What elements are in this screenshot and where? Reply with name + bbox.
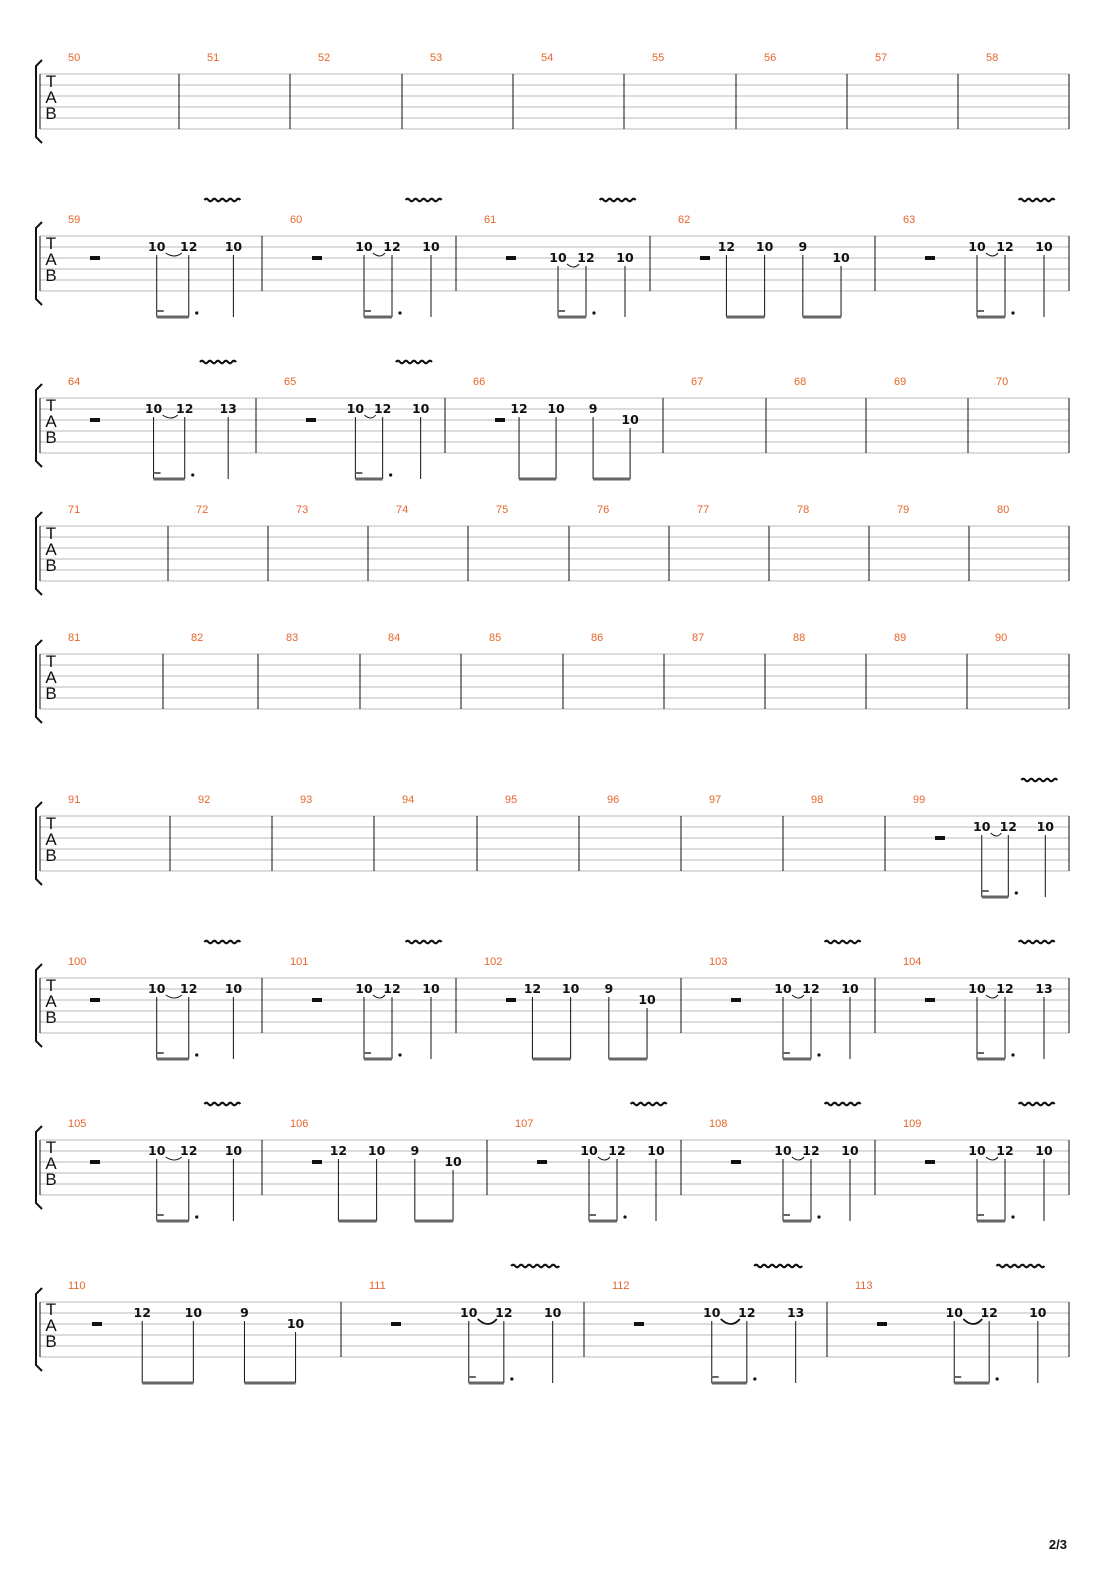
fret-number: 12 xyxy=(996,981,1014,996)
measure-number: 94 xyxy=(402,794,415,806)
rest-icon xyxy=(925,998,935,1002)
measure-number: 107 xyxy=(515,1118,534,1130)
fret-number: 10 xyxy=(973,819,991,834)
system-bracket-icon xyxy=(36,60,42,143)
measure-92 xyxy=(198,794,272,871)
system-bracket-icon xyxy=(36,512,42,595)
measure-90 xyxy=(995,632,1069,709)
vibrato-icon xyxy=(200,361,236,364)
fret-number: 12 xyxy=(738,1305,756,1320)
measure-number: 110 xyxy=(68,1280,86,1292)
rest-icon xyxy=(92,1322,102,1326)
measure-number: 101 xyxy=(290,956,309,968)
measure-number: 74 xyxy=(396,504,409,516)
measure-95 xyxy=(505,794,579,871)
tab-clef-letter: A xyxy=(45,412,57,431)
fret-number: 10 xyxy=(144,401,163,416)
dot-icon xyxy=(510,1377,513,1380)
fret-number: 10 xyxy=(647,1143,665,1158)
dot-icon xyxy=(398,1053,401,1056)
measure-number: 97 xyxy=(709,794,722,806)
tab-clef-letter: B xyxy=(45,428,57,447)
tab-clef-letter: B xyxy=(45,1008,57,1027)
vibrato-icon xyxy=(1021,779,1057,782)
fret-number: 10 xyxy=(968,1143,986,1158)
tab-clef-letter: A xyxy=(45,830,57,849)
measure-number: 81 xyxy=(68,632,81,644)
fret-number: 12 xyxy=(717,239,736,254)
tab-clef-letter: B xyxy=(45,556,57,575)
measure-91 xyxy=(68,794,170,871)
fret-number: 10 xyxy=(832,250,850,265)
measure-87 xyxy=(692,632,765,709)
dot-icon xyxy=(817,1053,820,1056)
measure-number: 109 xyxy=(903,1118,922,1130)
fret-number: 10 xyxy=(184,1305,203,1320)
fret-number: 10 xyxy=(841,1143,859,1158)
fret-number: 12 xyxy=(176,401,194,416)
measure-number: 106 xyxy=(290,1118,309,1130)
fret-number: 12 xyxy=(523,981,542,996)
fret-number: 10 xyxy=(1036,819,1054,834)
tab-clef-letter: A xyxy=(45,668,57,687)
tab-clef-letter: T xyxy=(45,524,57,543)
vibrato-icon xyxy=(825,941,861,944)
dot-icon xyxy=(195,1053,198,1056)
tie-icon xyxy=(963,1319,982,1324)
fret-number: 10 xyxy=(224,981,243,996)
vibrato-icon xyxy=(511,1265,559,1268)
tab-clef-letter: T xyxy=(45,72,57,91)
tab-clef-letter: T xyxy=(45,1300,57,1319)
measure-62 xyxy=(678,214,875,317)
fret-number: 10 xyxy=(148,239,166,254)
vibrato-icon xyxy=(1019,1103,1055,1106)
measure-number: 85 xyxy=(489,632,502,644)
tab-clef-letter: B xyxy=(45,1170,57,1189)
measure-53 xyxy=(430,52,513,129)
fret-number: 10 xyxy=(460,1305,478,1320)
fret-number: 12 xyxy=(180,239,198,254)
measure-number: 103 xyxy=(709,956,728,968)
measure-number: 56 xyxy=(764,52,777,64)
rest-icon xyxy=(312,1160,322,1164)
fret-number: 10 xyxy=(547,401,565,416)
rest-icon xyxy=(495,418,505,422)
dot-icon xyxy=(195,311,198,314)
measure-80 xyxy=(997,504,1069,581)
measure-number: 57 xyxy=(875,52,888,64)
measure-93 xyxy=(300,794,374,871)
fret-number: 10 xyxy=(580,1143,598,1158)
tab-clef-letter: A xyxy=(45,992,57,1011)
tab-clef-letter: B xyxy=(45,846,57,865)
rest-icon xyxy=(925,1160,935,1164)
vibrato-icon xyxy=(996,1265,1044,1268)
fret-number: 10 xyxy=(549,250,567,265)
measure-number: 73 xyxy=(296,504,309,516)
tab-clef-letter: B xyxy=(45,684,57,703)
measure-56 xyxy=(764,52,847,129)
dot-icon xyxy=(191,473,194,476)
tab-clef-letter: A xyxy=(45,250,57,269)
measure-number: 68 xyxy=(794,376,807,388)
measure-number: 80 xyxy=(997,504,1010,516)
tab-clef-letter: T xyxy=(45,1138,57,1157)
rest-icon xyxy=(537,1160,547,1164)
fret-number: 10 xyxy=(444,1154,462,1169)
rest-icon xyxy=(634,1322,644,1326)
tab-system xyxy=(36,199,1069,317)
tab-system xyxy=(36,1103,1069,1221)
tab-clef-letter: B xyxy=(45,266,57,285)
vibrato-icon xyxy=(396,361,432,364)
measure-number: 95 xyxy=(505,794,518,806)
vibrato-icon xyxy=(825,1103,861,1106)
measure-number: 53 xyxy=(430,52,443,64)
measure-number: 98 xyxy=(811,794,824,806)
fret-number: 10 xyxy=(346,401,365,416)
measure-number: 87 xyxy=(692,632,705,644)
dot-icon xyxy=(1011,1053,1014,1056)
vibrato-icon xyxy=(1019,941,1055,944)
rest-icon xyxy=(700,256,710,260)
measure-number: 67 xyxy=(691,376,704,388)
measure-number: 111 xyxy=(369,1280,386,1292)
fret-number: 10 xyxy=(841,981,859,996)
system-bracket-icon xyxy=(36,802,42,885)
fret-number: 12 xyxy=(802,1143,820,1158)
fret-number: 10 xyxy=(968,981,986,996)
fret-number: 10 xyxy=(411,401,430,416)
tab-system xyxy=(36,52,1069,143)
measure-71 xyxy=(68,504,168,581)
measure-number: 59 xyxy=(68,214,81,226)
rest-icon xyxy=(877,1322,887,1326)
measure-number: 93 xyxy=(300,794,313,806)
page-number: 2/3 xyxy=(1048,1537,1067,1552)
measure-55 xyxy=(652,52,736,129)
measure-97 xyxy=(709,794,783,871)
fret-number: 9 xyxy=(410,1143,420,1158)
measure-number: 86 xyxy=(591,632,604,644)
tie-icon xyxy=(478,1319,497,1324)
system-bracket-icon xyxy=(36,964,42,1047)
fret-number: 12 xyxy=(133,1305,151,1320)
fret-number: 10 xyxy=(224,1143,243,1158)
vibrato-icon xyxy=(631,1103,667,1106)
measure-number: 51 xyxy=(207,52,220,64)
measure-number: 77 xyxy=(697,504,710,516)
fret-number: 10 xyxy=(355,981,373,996)
system-bracket-icon xyxy=(36,1288,42,1371)
fret-number: 10 xyxy=(148,1143,166,1158)
fret-number: 13 xyxy=(1035,981,1053,996)
rest-icon xyxy=(391,1322,401,1326)
measure-number: 61 xyxy=(484,214,497,226)
measure-number: 69 xyxy=(894,376,907,388)
measure-number: 90 xyxy=(995,632,1008,644)
fret-number: 9 xyxy=(240,1305,249,1320)
rest-icon xyxy=(925,256,935,260)
system-bracket-icon xyxy=(36,640,42,723)
measure-number: 105 xyxy=(68,1118,87,1130)
fret-number: 10 xyxy=(945,1305,963,1320)
fret-number: 12 xyxy=(180,981,198,996)
fret-number: 10 xyxy=(638,992,656,1007)
rest-icon xyxy=(506,998,516,1002)
rest-icon xyxy=(731,998,741,1002)
vibrato-icon xyxy=(600,199,636,202)
measure-82 xyxy=(191,632,258,709)
measure-84 xyxy=(388,632,461,709)
measure-number: 102 xyxy=(484,956,503,968)
fret-number: 12 xyxy=(980,1305,998,1320)
fret-number: 12 xyxy=(999,819,1018,834)
measure-number: 65 xyxy=(284,376,297,388)
tab-clef-letter: T xyxy=(45,234,57,253)
measure-96 xyxy=(607,794,681,871)
fret-number: 10 xyxy=(774,981,792,996)
fret-number: 10 xyxy=(422,981,440,996)
measure-number: 96 xyxy=(607,794,620,806)
measure-67 xyxy=(691,376,766,453)
fret-number: 10 xyxy=(774,1143,792,1158)
fret-number: 12 xyxy=(996,239,1014,254)
measure-77 xyxy=(697,504,769,581)
measure-number: 104 xyxy=(903,956,922,968)
system-bracket-icon xyxy=(36,222,42,305)
fret-number: 12 xyxy=(495,1305,513,1320)
measure-69 xyxy=(894,376,968,453)
fret-number: 9 xyxy=(798,239,808,254)
measure-number: 112 xyxy=(612,1280,630,1292)
measure-number: 50 xyxy=(68,52,81,64)
measure-73 xyxy=(296,504,368,581)
dot-icon xyxy=(1015,891,1018,894)
measure-number: 99 xyxy=(913,794,926,806)
rest-icon xyxy=(90,998,100,1002)
rest-icon xyxy=(90,418,100,422)
measure-number: 83 xyxy=(286,632,299,644)
measure-50 xyxy=(68,52,179,129)
fret-number: 12 xyxy=(802,981,820,996)
fret-number: 10 xyxy=(561,981,580,996)
rest-icon xyxy=(935,836,945,840)
measure-110 xyxy=(68,1280,341,1383)
fret-number: 10 xyxy=(703,1305,721,1320)
fret-number: 12 xyxy=(383,239,401,254)
fret-number: 10 xyxy=(543,1305,562,1320)
dot-icon xyxy=(1011,1215,1014,1218)
measure-75 xyxy=(496,504,569,581)
fret-number: 12 xyxy=(996,1143,1014,1158)
fret-number: 10 xyxy=(968,239,986,254)
measure-number: 70 xyxy=(996,376,1009,388)
fret-number: 12 xyxy=(510,401,528,416)
vibrato-icon xyxy=(406,199,442,202)
fret-number: 12 xyxy=(373,401,392,416)
measure-number: 52 xyxy=(318,52,331,64)
tab-clef-letter: T xyxy=(45,976,57,995)
measure-52 xyxy=(318,52,402,129)
vibrato-icon xyxy=(1019,199,1055,202)
dot-icon xyxy=(817,1215,820,1218)
measure-54 xyxy=(541,52,624,129)
vibrato-icon xyxy=(204,199,240,202)
measure-102 xyxy=(484,956,681,1059)
vibrato-icon xyxy=(406,941,442,944)
measure-85 xyxy=(489,632,563,709)
measure-number: 91 xyxy=(68,794,81,806)
measure-number: 113 xyxy=(855,1280,873,1292)
measure-94 xyxy=(402,794,477,871)
rest-icon xyxy=(312,998,322,1002)
rest-icon xyxy=(731,1160,741,1164)
fret-number: 10 xyxy=(367,1143,386,1158)
tab-clef-letter: T xyxy=(45,814,57,833)
tab-clef-letter: B xyxy=(45,104,57,123)
measure-number: 100 xyxy=(68,956,87,968)
dot-icon xyxy=(398,311,401,314)
measure-number: 66 xyxy=(473,376,486,388)
measure-74 xyxy=(396,504,468,581)
measure-number: 54 xyxy=(541,52,554,64)
measure-78 xyxy=(797,504,869,581)
dot-icon xyxy=(389,473,392,476)
measure-number: 79 xyxy=(897,504,910,516)
measure-68 xyxy=(794,376,866,453)
measure-72 xyxy=(196,504,268,581)
measure-number: 108 xyxy=(709,1118,728,1130)
fret-number: 12 xyxy=(577,250,595,265)
measure-number: 84 xyxy=(388,632,401,644)
fret-number: 10 xyxy=(621,412,639,427)
measure-number: 78 xyxy=(797,504,810,516)
tab-clef-letter: A xyxy=(45,88,57,107)
measure-number: 75 xyxy=(496,504,509,516)
fret-number: 10 xyxy=(755,239,774,254)
measure-83 xyxy=(286,632,360,709)
measure-number: 62 xyxy=(678,214,691,226)
fret-number: 10 xyxy=(355,239,373,254)
measure-79 xyxy=(897,504,969,581)
rest-icon xyxy=(306,418,316,422)
measure-98 xyxy=(811,794,885,871)
tab-system xyxy=(36,1265,1069,1383)
dot-icon xyxy=(623,1215,626,1218)
tab-clef-letter: A xyxy=(45,540,57,559)
fret-number: 10 xyxy=(224,239,243,254)
rest-icon xyxy=(90,1160,100,1164)
measure-number: 71 xyxy=(68,504,81,516)
tie-icon xyxy=(721,1319,740,1324)
measure-number: 82 xyxy=(191,632,204,644)
fret-number: 13 xyxy=(786,1305,805,1320)
tab-clef-letter: A xyxy=(45,1316,57,1335)
fret-number: 12 xyxy=(180,1143,198,1158)
measure-57 xyxy=(875,52,958,129)
dot-icon xyxy=(592,311,595,314)
measure-number: 89 xyxy=(894,632,907,644)
measure-89 xyxy=(894,632,967,709)
rest-icon xyxy=(90,256,100,260)
vibrato-icon xyxy=(754,1265,802,1268)
dot-icon xyxy=(996,1377,999,1380)
fret-number: 9 xyxy=(588,401,598,416)
measure-number: 55 xyxy=(652,52,665,64)
tab-system xyxy=(36,632,1069,723)
tab-clef-letter: T xyxy=(45,396,57,415)
fret-number: 12 xyxy=(608,1143,626,1158)
tab-system xyxy=(36,941,1069,1059)
dot-icon xyxy=(195,1215,198,1218)
measure-number: 64 xyxy=(68,376,81,388)
fret-number: 10 xyxy=(422,239,440,254)
measure-number: 63 xyxy=(903,214,916,226)
measure-66 xyxy=(473,376,663,479)
measure-number: 60 xyxy=(290,214,303,226)
measure-51 xyxy=(207,52,290,129)
fret-number: 10 xyxy=(616,250,634,265)
fret-number: 12 xyxy=(329,1143,348,1158)
measure-81 xyxy=(68,632,163,709)
system-bracket-icon xyxy=(36,1126,42,1209)
measure-88 xyxy=(793,632,866,709)
fret-number: 12 xyxy=(383,981,401,996)
measure-58 xyxy=(986,52,1069,129)
fret-number: 10 xyxy=(148,981,166,996)
measure-76 xyxy=(597,504,669,581)
measure-number: 88 xyxy=(793,632,806,644)
measure-86 xyxy=(591,632,664,709)
fret-number: 10 xyxy=(1029,1305,1047,1320)
fret-number: 13 xyxy=(219,401,237,416)
dot-icon xyxy=(1011,311,1014,314)
measure-number: 72 xyxy=(196,504,209,516)
tab-clef-letter: T xyxy=(45,652,57,671)
system-bracket-icon xyxy=(36,384,42,467)
measure-number: 76 xyxy=(597,504,610,516)
measure-106 xyxy=(290,1118,487,1221)
tab-system xyxy=(36,779,1069,897)
dot-icon xyxy=(753,1377,756,1380)
measure-number: 58 xyxy=(986,52,999,64)
measure-number: 92 xyxy=(198,794,211,806)
tab-system xyxy=(36,504,1069,595)
measure-70 xyxy=(996,376,1069,453)
vibrato-icon xyxy=(204,941,240,944)
fret-number: 10 xyxy=(1035,239,1053,254)
rest-icon xyxy=(312,256,322,260)
rest-icon xyxy=(506,256,516,260)
tab-clef-letter: B xyxy=(45,1332,57,1351)
vibrato-icon xyxy=(204,1103,240,1106)
fret-number: 9 xyxy=(604,981,614,996)
tab-clef-letter: A xyxy=(45,1154,57,1173)
fret-number: 10 xyxy=(286,1316,305,1331)
tab-system xyxy=(36,361,1069,479)
fret-number: 10 xyxy=(1035,1143,1053,1158)
